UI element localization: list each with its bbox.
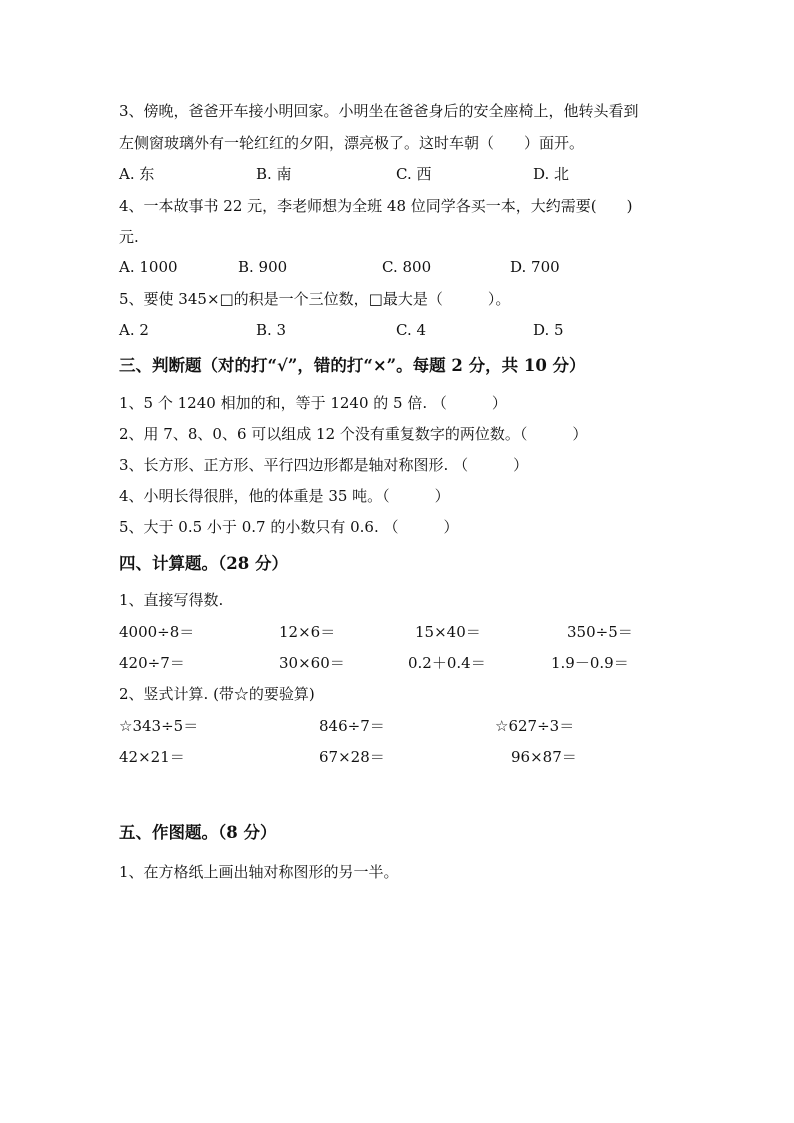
vertical-calc-item: ☆343÷5＝ (119, 717, 199, 735)
section4-heading: 四、计算题。（28 分） (119, 554, 288, 573)
vertical-calc-row-2 (119, 747, 577, 827)
q5-option-c: C. 4 (396, 321, 427, 339)
direct-calc-item: 0.2＋0.4＝ (408, 654, 486, 672)
q4-option-d: D. 700 (510, 258, 560, 276)
vertical-calc-item: 96×87＝ (511, 748, 577, 766)
section4-sub1: 1、直接写得数. (119, 591, 224, 609)
q5-option-b: B. 3 (256, 321, 287, 339)
direct-calc-item: 420÷7＝ (119, 654, 185, 672)
q4-option-b: B. 900 (238, 258, 288, 276)
section3-item-1: 1、5 个 1240 相加的和，等于 1240 的 5 倍. （ ） (119, 394, 507, 412)
section3-item-4: 4、小明长得很胖，他的体重是 35 吨。（ ） (119, 487, 450, 505)
q4-line1: 4、一本故事书 22 元，李老师想为全班 48 位同学各买一本，大约需要( ) (119, 197, 633, 215)
direct-calc-item: 15×40＝ (415, 623, 481, 641)
section3-heading: 三、判断题（对的打“√”，错的打“×”。每题 2 分，共 10 分） (119, 356, 586, 375)
section5-item-1: 1、在方格纸上画出轴对称图形的另一半。 (119, 863, 399, 881)
section3-item-3: 3、长方形、正方形、平行四边形都是轴对称图形. （ ） (119, 456, 529, 474)
section5-heading: 五、作图题。（8 分） (119, 823, 277, 842)
q5-option-d: D. 5 (533, 321, 564, 339)
direct-calc-item: 350÷5＝ (567, 623, 633, 641)
section3-item-5: 5、大于 0.5 小于 0.7 的小数只有 0.6. （ ） (119, 518, 459, 536)
q3-line2: 左侧窗玻璃外有一轮红红的夕阳，漂亮极了。这时车朝（ ）面开。 (119, 134, 585, 152)
section4-sub2: 2、竖式计算. (带☆的要验算) (119, 685, 315, 703)
direct-calc-item: 12×6＝ (279, 623, 336, 641)
q3-option-d: D. 北 (533, 165, 570, 183)
q5-line1: 5、要使 345×□的积是一个三位数，□最大是（ ）。 (119, 290, 511, 308)
vertical-calc-item: 846÷7＝ (319, 717, 385, 735)
section3-item-2: 2、用 7、8、0、6 可以组成 12 个没有重复数字的两位数。（ ） (119, 425, 588, 443)
q3-option-b: B. 南 (256, 165, 292, 183)
q3-line1: 3、傍晚，爸爸开车接小明回家。小明坐在爸爸身后的安全座椅上，他转头看到 (119, 102, 639, 120)
q4-option-c: C. 800 (382, 258, 432, 276)
q4-option-a: A. 1000 (119, 258, 178, 276)
direct-calc-item: 1.9－0.9＝ (551, 654, 629, 672)
q3-option-a: A. 东 (119, 165, 155, 183)
vertical-calc-item: ☆627÷3＝ (495, 717, 575, 735)
direct-calc-item: 30×60＝ (279, 654, 345, 672)
q5-option-a: A. 2 (119, 321, 149, 339)
q3-option-c: C. 西 (396, 165, 432, 183)
q4-line2: 元. (119, 228, 139, 246)
direct-calc-item: 4000÷8＝ (119, 623, 195, 641)
vertical-calc-item: 67×28＝ (319, 748, 385, 766)
vertical-calc-item: 42×21＝ (119, 748, 185, 766)
